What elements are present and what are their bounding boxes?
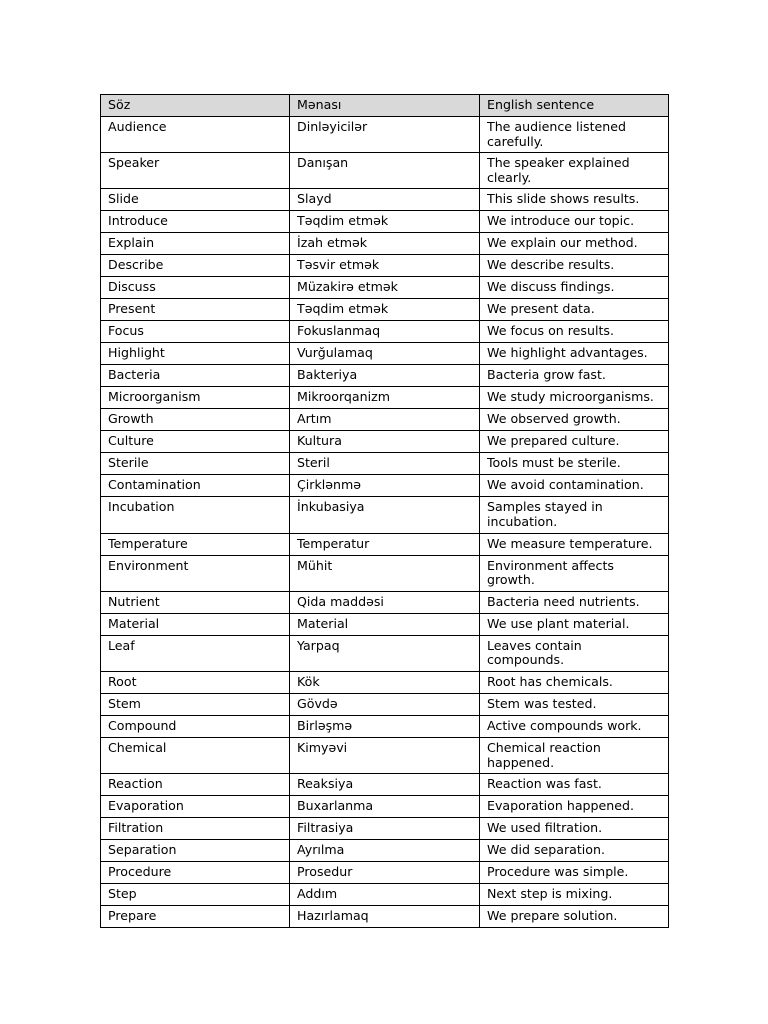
word-cell: Highlight xyxy=(101,343,290,365)
word-cell: Discuss xyxy=(101,277,290,299)
table-row xyxy=(101,321,669,343)
table-row xyxy=(101,453,669,475)
meaning-cell: Gövdə xyxy=(290,693,480,715)
table-row xyxy=(101,299,669,321)
sentence-cell: We describe results. xyxy=(480,255,669,277)
meaning-cell: Təsvir etmək xyxy=(290,255,480,277)
table-row xyxy=(101,796,669,818)
word-cell: Root xyxy=(101,671,290,693)
word-cell: Nutrient xyxy=(101,591,290,613)
meaning-cell: Danışan xyxy=(290,153,480,189)
meaning-cell: Təqdim etmək xyxy=(290,299,480,321)
word-cell: Chemical xyxy=(101,737,290,773)
meaning-cell: Birləşmə xyxy=(290,715,480,737)
meaning-cell: Mikroorqanizm xyxy=(290,387,480,409)
meaning-cell: Bakteriya xyxy=(290,365,480,387)
sentence-cell: We measure temperature. xyxy=(480,533,669,555)
sentence-cell: Environment affects growth. xyxy=(480,555,669,591)
word-cell: Environment xyxy=(101,555,290,591)
word-cell: Step xyxy=(101,884,290,906)
table-row xyxy=(101,387,669,409)
sentence-cell: Bacteria grow fast. xyxy=(480,365,669,387)
sentence-cell: Stem was tested. xyxy=(480,693,669,715)
sentence-cell: Procedure was simple. xyxy=(480,862,669,884)
word-cell: Culture xyxy=(101,431,290,453)
word-cell: Separation xyxy=(101,840,290,862)
table-header xyxy=(101,95,669,117)
sentence-cell: We avoid contamination. xyxy=(480,475,669,497)
table-row xyxy=(101,906,669,928)
word-cell: Sterile xyxy=(101,453,290,475)
table-row xyxy=(101,737,669,773)
sentence-cell: We study microorganisms. xyxy=(480,387,669,409)
table-row xyxy=(101,211,669,233)
sentence-cell: Root has chemicals. xyxy=(480,671,669,693)
meaning-cell: Ayrılma xyxy=(290,840,480,862)
sentence-cell: We did separation. xyxy=(480,840,669,862)
sentence-cell: We focus on results. xyxy=(480,321,669,343)
sentence-cell: We highlight advantages. xyxy=(480,343,669,365)
meaning-cell: Qida maddəsi xyxy=(290,591,480,613)
word-cell: Microorganism xyxy=(101,387,290,409)
word-cell: Material xyxy=(101,613,290,635)
sentence-cell: Chemical reaction happened. xyxy=(480,737,669,773)
word-cell: Speaker xyxy=(101,153,290,189)
meaning-cell: Slayd xyxy=(290,189,480,211)
sentence-cell: We observed growth. xyxy=(480,409,669,431)
sentence-cell: Samples stayed in incubation. xyxy=(480,497,669,533)
word-cell: Reaction xyxy=(101,774,290,796)
sentence-cell: We prepared culture. xyxy=(480,431,669,453)
word-cell: Introduce xyxy=(101,211,290,233)
table-row xyxy=(101,153,669,189)
meaning-cell: Reaksiya xyxy=(290,774,480,796)
word-cell: Slide xyxy=(101,189,290,211)
table-row xyxy=(101,431,669,453)
meaning-cell: Vurğulamaq xyxy=(290,343,480,365)
sentence-cell: We used filtration. xyxy=(480,818,669,840)
table-row xyxy=(101,671,669,693)
word-cell: Leaf xyxy=(101,635,290,671)
sentence-cell: This slide shows results. xyxy=(480,189,669,211)
table-row xyxy=(101,613,669,635)
meaning-cell: İnkubasiya xyxy=(290,497,480,533)
word-cell: Stem xyxy=(101,693,290,715)
table-row xyxy=(101,343,669,365)
table-row xyxy=(101,862,669,884)
sentence-cell: We present data. xyxy=(480,299,669,321)
word-cell: Describe xyxy=(101,255,290,277)
meaning-cell: Fokuslanmaq xyxy=(290,321,480,343)
table-row xyxy=(101,497,669,533)
header-meaning: Mənası xyxy=(290,95,480,117)
sentence-cell: The speaker explained clearly. xyxy=(480,153,669,189)
sentence-cell: Leaves contain compounds. xyxy=(480,635,669,671)
meaning-cell: Kultura xyxy=(290,431,480,453)
table-row xyxy=(101,277,669,299)
meaning-cell: Yarpaq xyxy=(290,635,480,671)
word-cell: Audience xyxy=(101,117,290,153)
table-row xyxy=(101,715,669,737)
table-row xyxy=(101,409,669,431)
word-cell: Focus xyxy=(101,321,290,343)
meaning-cell: Kök xyxy=(290,671,480,693)
sentence-cell: Bacteria need nutrients. xyxy=(480,591,669,613)
word-cell: Bacteria xyxy=(101,365,290,387)
meaning-cell: Temperatur xyxy=(290,533,480,555)
sentence-cell: Evaporation happened. xyxy=(480,796,669,818)
sentence-cell: We use plant material. xyxy=(480,613,669,635)
sentence-cell: We introduce our topic. xyxy=(480,211,669,233)
meaning-cell: Müzakirə etmək xyxy=(290,277,480,299)
header-english-sentence: English sentence xyxy=(480,95,669,117)
word-cell: Prepare xyxy=(101,906,290,928)
table-row xyxy=(101,533,669,555)
word-cell: Incubation xyxy=(101,497,290,533)
sentence-cell: Active compounds work. xyxy=(480,715,669,737)
word-cell: Present xyxy=(101,299,290,321)
word-cell: Explain xyxy=(101,233,290,255)
sentence-cell: We explain our method. xyxy=(480,233,669,255)
table-row xyxy=(101,818,669,840)
word-cell: Evaporation xyxy=(101,796,290,818)
word-cell: Contamination xyxy=(101,475,290,497)
meaning-cell: Prosedur xyxy=(290,862,480,884)
table-row xyxy=(101,774,669,796)
meaning-cell: Material xyxy=(290,613,480,635)
sentence-cell: We prepare solution. xyxy=(480,906,669,928)
table-row xyxy=(101,555,669,591)
table-row xyxy=(101,475,669,497)
word-cell: Growth xyxy=(101,409,290,431)
meaning-cell: Hazırlamaq xyxy=(290,906,480,928)
table-row xyxy=(101,591,669,613)
table-row xyxy=(101,255,669,277)
table-row xyxy=(101,693,669,715)
meaning-cell: Dinləyicilər xyxy=(290,117,480,153)
meaning-cell: Filtrasiya xyxy=(290,818,480,840)
meaning-cell: Artım xyxy=(290,409,480,431)
table-row xyxy=(101,365,669,387)
word-cell: Procedure xyxy=(101,862,290,884)
table-row xyxy=(101,117,669,153)
sentence-cell: The audience listened carefully. xyxy=(480,117,669,153)
meaning-cell: Steril xyxy=(290,453,480,475)
vocabulary-table xyxy=(100,94,669,928)
table-body xyxy=(101,117,669,928)
header-row xyxy=(101,95,669,117)
meaning-cell: Buxarlanma xyxy=(290,796,480,818)
meaning-cell: Kimyəvi xyxy=(290,737,480,773)
table-row xyxy=(101,884,669,906)
meaning-cell: Mühit xyxy=(290,555,480,591)
sentence-cell: Next step is mixing. xyxy=(480,884,669,906)
meaning-cell: Addım xyxy=(290,884,480,906)
table-row xyxy=(101,840,669,862)
sentence-cell: We discuss findings. xyxy=(480,277,669,299)
meaning-cell: Çirklənmə xyxy=(290,475,480,497)
table-row xyxy=(101,189,669,211)
sentence-cell: Reaction was fast. xyxy=(480,774,669,796)
sentence-cell: Tools must be sterile. xyxy=(480,453,669,475)
header-word: Söz xyxy=(101,95,290,117)
table-row xyxy=(101,635,669,671)
word-cell: Compound xyxy=(101,715,290,737)
meaning-cell: İzah etmək xyxy=(290,233,480,255)
word-cell: Temperature xyxy=(101,533,290,555)
word-cell: Filtration xyxy=(101,818,290,840)
table-row xyxy=(101,233,669,255)
meaning-cell: Təqdim etmək xyxy=(290,211,480,233)
